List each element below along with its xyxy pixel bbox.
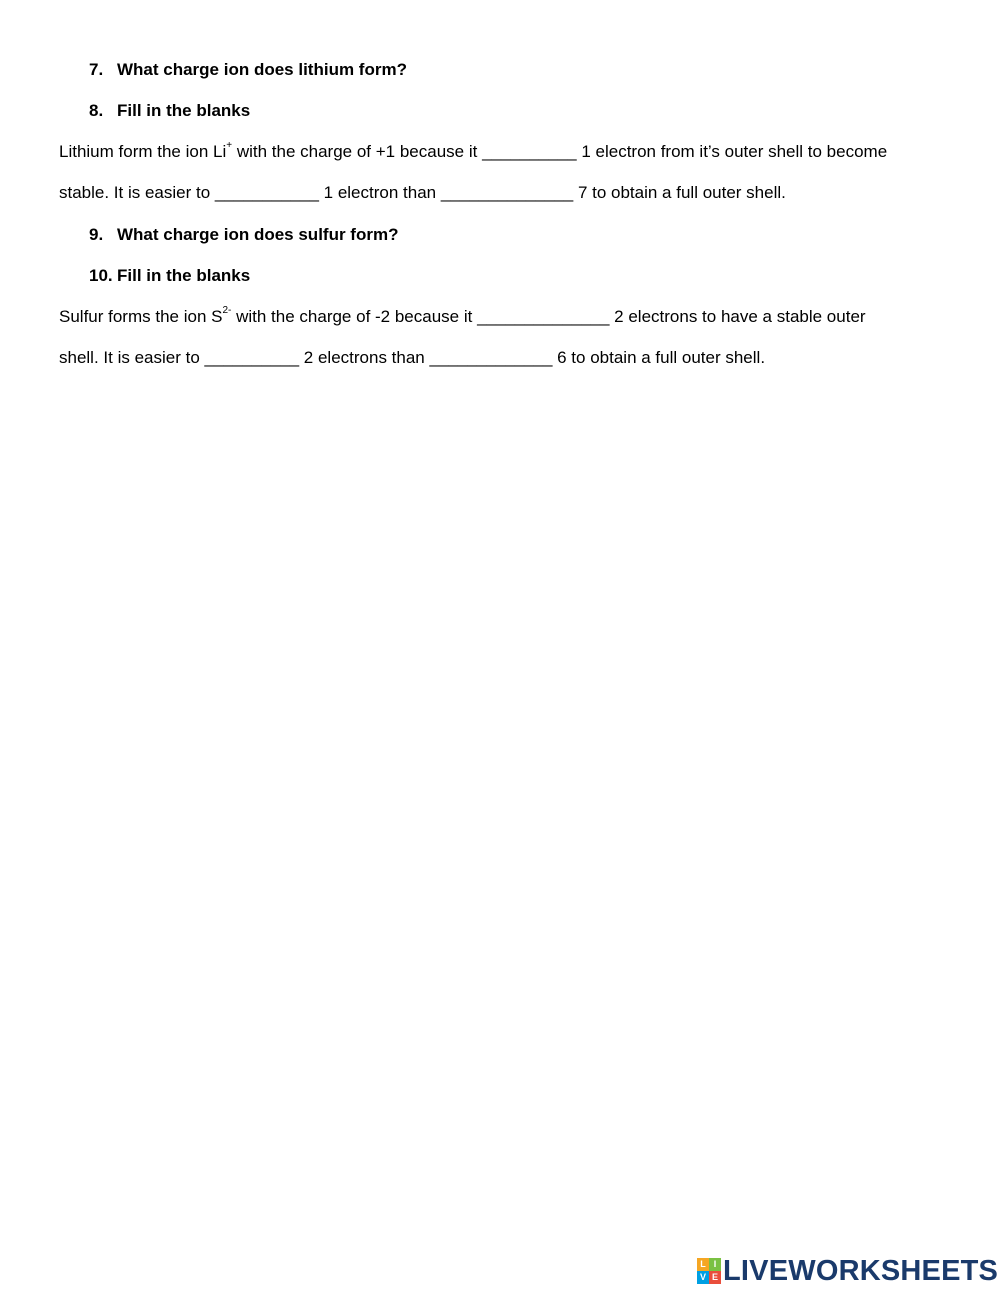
logo-wordmark: LIVEWORKSHEETS <box>723 1254 999 1287</box>
live-logo-icon <box>697 1258 721 1284</box>
text-segment: 1 electron than <box>318 183 441 202</box>
logo-letter: I <box>709 1258 721 1271</box>
question-text: Fill in the blanks <box>117 266 251 285</box>
blank-field[interactable]: ______________ <box>477 307 610 326</box>
question-number: 9. <box>89 225 104 244</box>
text-segment: stable. It is easier to <box>59 183 215 202</box>
text-segment: Lithium form the ion Li <box>59 142 227 161</box>
question-10 <box>89 265 250 287</box>
text-segment: 2 electrons to have a stable outer <box>609 307 866 326</box>
liveworksheets-logo[interactable] <box>697 1256 998 1286</box>
question-number: 10. <box>89 266 113 285</box>
question-9 <box>89 224 398 246</box>
question-7 <box>89 59 407 81</box>
question-text: What charge ion does sulfur form? <box>117 225 399 244</box>
text-segment: 1 electron from it’s outer shell to become <box>576 142 888 161</box>
text-segment: 2 electrons than <box>299 348 430 367</box>
question-text: What charge ion does lithium form? <box>117 60 407 79</box>
text-segment: shell. It is easier to <box>59 348 205 367</box>
question-number: 8. <box>89 101 104 120</box>
text-segment: 7 to obtain a full outer shell. <box>573 183 786 202</box>
blank-field[interactable]: _____________ <box>429 348 553 367</box>
blank-field[interactable]: ______________ <box>440 183 574 202</box>
question-number: 7. <box>89 60 104 79</box>
sulfur-paragraph-line-1 <box>59 306 866 328</box>
blank-field[interactable]: __________ <box>204 348 300 367</box>
lithium-paragraph-line-2 <box>59 182 786 204</box>
logo-letter: V <box>697 1271 709 1284</box>
lithium-paragraph-line-1 <box>59 141 887 163</box>
logo-letter: E <box>709 1271 721 1284</box>
blank-field[interactable]: __________ <box>482 142 577 161</box>
text-segment: with the charge of +1 because it <box>232 142 483 161</box>
charge-superscript: 2- <box>222 305 232 317</box>
text-segment: Sulfur forms the ion S <box>59 307 223 326</box>
charge-superscript: + <box>226 140 233 152</box>
question-text: Fill in the blanks <box>117 101 251 120</box>
text-segment: with the charge of -2 because it <box>231 307 478 326</box>
text-segment: 6 to obtain a full outer shell. <box>552 348 766 367</box>
sulfur-paragraph-line-2 <box>59 347 765 369</box>
question-8 <box>89 100 250 122</box>
logo-letter: L <box>697 1258 709 1271</box>
blank-field[interactable]: ___________ <box>214 183 319 202</box>
